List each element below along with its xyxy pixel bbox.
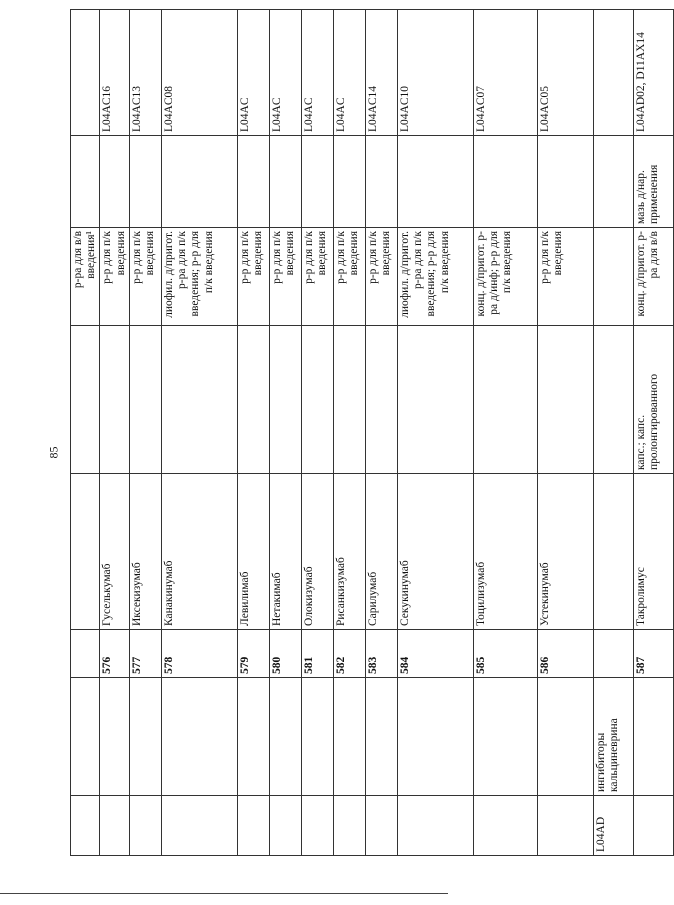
atc-group-code-cell [269, 796, 301, 856]
row-number-cell: 585 [473, 630, 537, 678]
row-number-cell: 580 [269, 630, 301, 678]
row-number-cell [71, 630, 100, 678]
table-row [333, 10, 365, 856]
group-name-cell [333, 678, 365, 796]
row-number-cell: 584 [397, 630, 473, 678]
topical-form-cell [129, 136, 161, 228]
table-row [71, 10, 100, 856]
atc-group-code-cell [71, 796, 100, 856]
topical-form-cell [269, 136, 301, 228]
drug-name-cell [71, 474, 100, 630]
dosage-form-cell: р-р для п/к введения [333, 228, 365, 326]
table-row [161, 10, 237, 856]
atc-code-cell: L04AC08 [161, 10, 237, 136]
dosage-form-cell: конц. д/пригот. р-ра для в/в [633, 228, 673, 326]
drug-name-cell: Канакинумаб [161, 474, 237, 630]
drug-name-cell [593, 474, 633, 630]
group-name-cell [71, 678, 100, 796]
group-name-cell [365, 678, 397, 796]
topical-form-cell [397, 136, 473, 228]
atc-group-code-cell [129, 796, 161, 856]
topical-form-cell: мазь д/нар. применения [633, 136, 673, 228]
atc-group-code-cell [537, 796, 593, 856]
atc-code-cell: L04AC [269, 10, 301, 136]
page-number: 85 [46, 446, 61, 459]
atc-group-code-cell [161, 796, 237, 856]
dosage-form-a-cell [269, 326, 301, 474]
drug-name-cell: Гуселькумаб [100, 474, 129, 630]
table-row [237, 10, 269, 856]
group-name-cell [537, 678, 593, 796]
topical-form-cell [473, 136, 537, 228]
dosage-form-a-cell [333, 326, 365, 474]
atc-code-cell: L04AC13 [129, 10, 161, 136]
dosage-form-cell: р-р для п/к введения [269, 228, 301, 326]
atc-code-cell [71, 10, 100, 136]
atc-code-cell: L04AC10 [397, 10, 473, 136]
atc-group-code-cell [633, 796, 673, 856]
table-row [473, 10, 537, 856]
group-name-cell [633, 678, 673, 796]
group-name-cell [237, 678, 269, 796]
table-row [129, 10, 161, 856]
atc-code-cell: L04AC07 [473, 10, 537, 136]
atc-code-cell: L04AC [333, 10, 365, 136]
topical-form-cell [237, 136, 269, 228]
drug-name-cell: Олокизумаб [301, 474, 333, 630]
group-name-cell [301, 678, 333, 796]
dosage-form-a-cell [301, 326, 333, 474]
row-number-cell: 578 [161, 630, 237, 678]
topical-form-cell [365, 136, 397, 228]
table-row [633, 10, 673, 856]
topical-form-cell [100, 136, 129, 228]
table-row [100, 10, 129, 856]
dosage-form-cell: конц. д/пригот. р-ра д/инф; р-р для п/к введения [473, 228, 537, 326]
dosage-form-cell: р-ра для в/в введения¹ [71, 228, 100, 326]
topical-form-cell [537, 136, 593, 228]
atc-code-cell [593, 10, 633, 136]
topical-form-cell [333, 136, 365, 228]
group-name-cell: ингибиторы кальциневрина [593, 678, 633, 796]
drug-name-cell: Устекинумаб [537, 474, 593, 630]
dosage-form-a-cell [237, 326, 269, 474]
atc-group-code-cell [473, 796, 537, 856]
dosage-form-a-cell [365, 326, 397, 474]
row-number-cell: 583 [365, 630, 397, 678]
row-number-cell: 581 [301, 630, 333, 678]
row-number-cell: 586 [537, 630, 593, 678]
topical-form-cell [71, 136, 100, 228]
dosage-form-cell: р-р для п/к введения [237, 228, 269, 326]
group-name-cell [269, 678, 301, 796]
dosage-form-cell: р-р для п/к введения [129, 228, 161, 326]
row-number-cell: 582 [333, 630, 365, 678]
row-number-cell: 579 [237, 630, 269, 678]
row-number-cell: 577 [129, 630, 161, 678]
dosage-form-cell: р-р для п/к введения [365, 228, 397, 326]
dosage-form-a-cell [161, 326, 237, 474]
atc-code-cell: L04AC [301, 10, 333, 136]
row-number-cell [593, 630, 633, 678]
atc-code-cell: L04AC [237, 10, 269, 136]
dosage-form-cell: р-р для п/к введения [301, 228, 333, 326]
drug-name-cell: Тоцилизумаб [473, 474, 537, 630]
drug-table [70, 9, 674, 856]
dosage-form-a-cell [593, 326, 633, 474]
drug-name-cell: Такролимус [633, 474, 673, 630]
atc-group-code-cell [100, 796, 129, 856]
dosage-form-a-cell [473, 326, 537, 474]
topical-form-cell [593, 136, 633, 228]
drug-name-cell: Нетакимаб [269, 474, 301, 630]
table-row [301, 10, 333, 856]
group-name-cell [473, 678, 537, 796]
atc-code-cell: L04AC16 [100, 10, 129, 136]
drug-name-cell: Иксекизумаб [129, 474, 161, 630]
topical-form-cell [161, 136, 237, 228]
atc-group-code-cell [237, 796, 269, 856]
dosage-form-a-cell [71, 326, 100, 474]
row-number-cell: 576 [100, 630, 129, 678]
table-row [269, 10, 301, 856]
dosage-form-cell: р-р для п/к введения [100, 228, 129, 326]
atc-group-code-cell [397, 796, 473, 856]
dosage-form-cell: р-р для п/к введения [537, 228, 593, 326]
group-name-cell [161, 678, 237, 796]
row-number-cell: 587 [633, 630, 673, 678]
dosage-form-a-cell [397, 326, 473, 474]
dosage-form-cell: лиофил. д/пригот. р-ра для п/к введения; р-р для п/к введения [161, 228, 237, 326]
table-row [593, 10, 633, 856]
drug-name-cell: Секукинумаб [397, 474, 473, 630]
topical-form-cell [301, 136, 333, 228]
atc-group-code-cell [365, 796, 397, 856]
dosage-form-cell: лиофил. д/пригот. р-ра для п/к введения; р-р для п/к введения [397, 228, 473, 326]
dosage-form-cell [593, 228, 633, 326]
table-row [365, 10, 397, 856]
group-name-cell [397, 678, 473, 796]
atc-group-code-cell: L04AD [593, 796, 633, 856]
footer-divider [0, 893, 448, 894]
dosage-form-a-cell [537, 326, 593, 474]
atc-group-code-cell [301, 796, 333, 856]
dosage-form-a-cell [100, 326, 129, 474]
atc-group-code-cell [333, 796, 365, 856]
drug-name-cell: Сарилумаб [365, 474, 397, 630]
atc-code-cell: L04AD02, D11AX14 [633, 10, 673, 136]
drug-name-cell: Левилимаб [237, 474, 269, 630]
dosage-form-a-cell: капс.; капс. пролонгированного [633, 326, 673, 474]
table-row [397, 10, 473, 856]
drug-name-cell: Рисанкизумаб [333, 474, 365, 630]
dosage-form-a-cell [129, 326, 161, 474]
atc-code-cell: L04AC14 [365, 10, 397, 136]
group-name-cell [129, 678, 161, 796]
atc-code-cell: L04AC05 [537, 10, 593, 136]
table-row [537, 10, 593, 856]
document-table-wrap [70, 10, 661, 856]
group-name-cell [100, 678, 129, 796]
